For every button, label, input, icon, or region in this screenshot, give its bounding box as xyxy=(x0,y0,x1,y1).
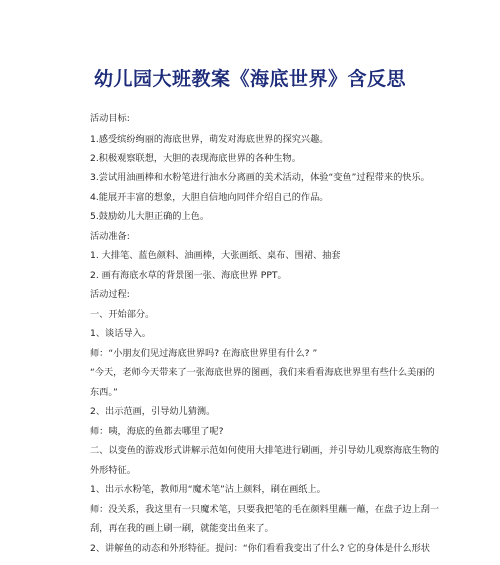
text-line: 二、以变鱼的游戏形式讲解示范如何使用大排笔进行刷画，并引导幼儿观察海底生物的 xyxy=(90,445,440,456)
text-line: 2.积极观察联想，大胆的表现海底世界的各种生物。 xyxy=(90,153,301,164)
text-line: 活动准备: xyxy=(90,231,130,242)
document-title: 幼儿园大班教案《海底世界》含反思 xyxy=(93,68,406,90)
text-line: 2. 画有海底水草的背景图一张、海底世界 PPT。 xyxy=(90,270,287,281)
text-line: 1.感受缤纷绚丽的海底世界，萌发对海底世界的探究兴趣。 xyxy=(90,134,329,145)
text-line: “今天，老师今天带来了一张海底世界的图画，我们来看看海底世界里有些什么美丽的 xyxy=(90,367,435,378)
text-line: 一、开始部分。 xyxy=(90,309,155,320)
text-line: 4.能展开丰富的想象，大胆自信地向同伴介绍自己的作品。 xyxy=(90,192,329,203)
text-line: 活动目标: xyxy=(90,113,130,124)
text-line: 东西。” xyxy=(90,387,118,398)
text-line: 刮，再在我的画上刷一刷，就能变出鱼来了。 xyxy=(90,523,274,534)
text-line: 1、谈话导入。 xyxy=(90,328,151,339)
text-line: 5.鼓励幼儿大胆正确的上色。 xyxy=(90,211,210,222)
text-line: 外形特征。 xyxy=(90,465,136,476)
text-line: 3.尝试用油画棒和水粉笔进行油水分离画的美术活动，体验“变鱼”过程带来的快乐。 xyxy=(90,172,430,183)
text-line: 师：没关系，我这里有一只魔术笔，只要我把笔的毛在颜料里蘸一蘸，在盘子边上刮一 xyxy=(90,504,440,515)
text-line: 活动过程: xyxy=(90,289,130,300)
text-line: 1、出示水粉笔，教师用“魔术笔”沾上颜料，刷在画纸上。 xyxy=(90,484,326,495)
text-line: 2、出示范画，引导幼儿猜测。 xyxy=(90,406,216,417)
text-line: 1. 大排笔、蓝色颜料、油画棒，大张画纸、桌布、围裙、抽套 xyxy=(90,250,341,261)
text-line: 师：“小朋友们见过海底世界吗? 在海底世界里有什么? ” xyxy=(90,348,318,359)
text-line: 师：咦，海底的鱼都去哪里了呢? xyxy=(90,426,224,437)
text-line: 2、讲解鱼的动态和外形特征。提问：“你们看看我变出了什么? 它的身体是什么形状 xyxy=(90,543,430,554)
